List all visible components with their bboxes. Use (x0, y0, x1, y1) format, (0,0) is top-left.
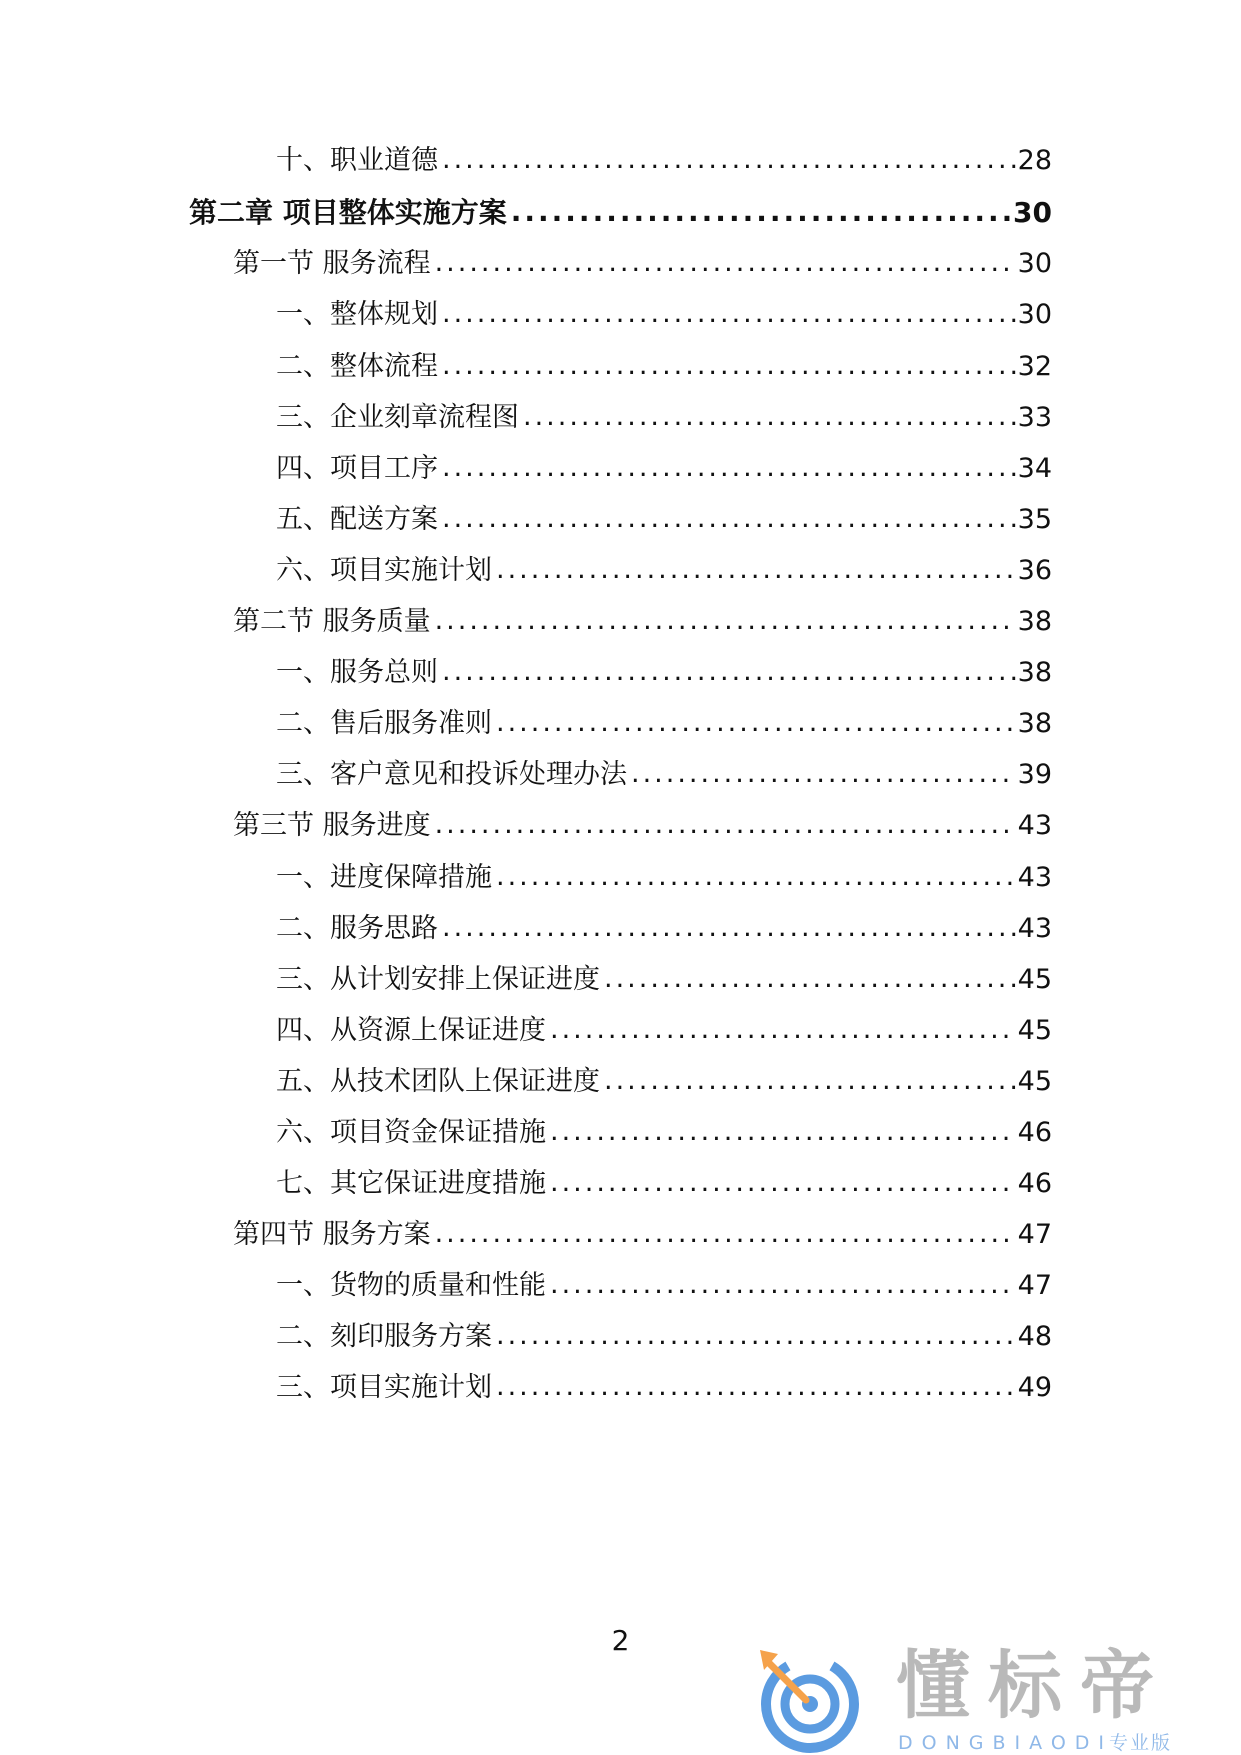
watermark (748, 1644, 1228, 1754)
toc-entry[interactable] (276, 1368, 1052, 1408)
toc-entry-title: 二、服务思路 (276, 913, 438, 944)
toc-entry-title: 三、项目实施计划 (276, 1372, 492, 1403)
toc-entry-page: 49 (1017, 1372, 1052, 1403)
toc-entry[interactable] (276, 755, 1052, 795)
toc-dot-leader (604, 1061, 1016, 1101)
toc-entry-page: 30 (1013, 196, 1052, 229)
toc-entry-title: 二、整体流程 (276, 351, 438, 382)
toc-entry-section[interactable] (233, 1215, 1052, 1255)
toc-dot-leader (442, 140, 1016, 180)
toc-entry-title: 一、进度保障措施 (276, 862, 492, 893)
toc-entry[interactable] (276, 704, 1052, 744)
toc-entry-page: 36 (1017, 555, 1052, 586)
toc-entry-title: 四、从资源上保证进度 (276, 1015, 546, 1046)
toc-dot-leader (442, 294, 1016, 334)
toc-entry-page: 47 (1017, 1270, 1052, 1301)
toc-entry[interactable] (276, 653, 1052, 693)
toc-entry[interactable] (276, 398, 1052, 438)
toc-entry-page: 45 (1017, 1066, 1052, 1097)
toc-entry[interactable] (276, 449, 1052, 489)
toc-entry-title: 五、配送方案 (276, 504, 438, 535)
toc-dot-leader (442, 448, 1016, 488)
toc-entry[interactable] (276, 960, 1052, 1000)
toc-dot-leader (442, 499, 1016, 539)
toc-entry-title: 六、项目资金保证措施 (276, 1117, 546, 1148)
toc-entry-page: 35 (1017, 504, 1052, 535)
toc-entry-page: 45 (1017, 1015, 1052, 1046)
toc-entry-page: 30 (1017, 299, 1052, 330)
toc-entry[interactable] (276, 909, 1052, 949)
toc-entry-page: 30 (1017, 248, 1052, 279)
toc-entry[interactable] (276, 347, 1052, 387)
toc-dot-leader (496, 703, 1016, 743)
toc-dot-leader (550, 1265, 1016, 1305)
toc-dot-leader (604, 959, 1016, 999)
toc-entry[interactable] (276, 1164, 1052, 1204)
target-logo-icon (748, 1646, 866, 1754)
toc-entry-page: 43 (1017, 862, 1052, 893)
toc-dot-leader (442, 346, 1016, 386)
toc-entry-page: 46 (1017, 1117, 1052, 1148)
toc-entry-title: 三、企业刻章流程图 (276, 402, 519, 433)
toc-entry-page: 34 (1017, 453, 1052, 484)
toc-entry[interactable] (276, 500, 1052, 540)
toc-entry-title: 二、刻印服务方案 (276, 1321, 492, 1352)
watermark-brand: 懂标帝 (896, 1643, 1172, 1729)
toc-entry-page: 47 (1017, 1219, 1052, 1250)
toc-entry-title: 四、项目工序 (276, 453, 438, 484)
toc-entry-chapter[interactable] (189, 193, 1052, 233)
toc-entry-page: 33 (1017, 402, 1052, 433)
toc-entry-page: 28 (1017, 145, 1052, 176)
toc-entry[interactable] (276, 858, 1052, 898)
toc-dot-leader (435, 1214, 1016, 1254)
toc-entry[interactable] (276, 551, 1052, 591)
toc-entry-title: 第四节 服务方案 (233, 1219, 431, 1250)
toc-entry-title: 一、货物的质量和性能 (276, 1270, 546, 1301)
toc-entry-section[interactable] (233, 602, 1052, 642)
watermark-subtitle (898, 1728, 1172, 1755)
toc-dot-leader (435, 601, 1016, 641)
toc-dot-leader (496, 857, 1016, 897)
toc-entry-title: 七、其它保证进度措施 (276, 1168, 546, 1199)
toc-entry-title: 第二节 服务质量 (233, 606, 431, 637)
toc-entry-title: 五、从技术团队上保证进度 (276, 1066, 600, 1097)
toc-entry-page: 32 (1017, 351, 1052, 382)
toc-entry-title: 三、客户意见和投诉处理办法 (276, 759, 627, 790)
toc-entry-title: 一、服务总则 (276, 657, 438, 688)
toc-entry[interactable] (276, 1266, 1052, 1306)
toc-dot-leader (435, 243, 1016, 283)
toc-entry-title: 第二章 项目整体实施方案 (189, 196, 507, 229)
toc-entry-section[interactable] (233, 806, 1052, 846)
toc-dot-leader (435, 805, 1016, 845)
toc-entry[interactable] (276, 295, 1052, 335)
toc-entry-page: 45 (1017, 964, 1052, 995)
toc-entry-title: 第一节 服务流程 (233, 248, 431, 279)
toc-entry-title: 二、售后服务准则 (276, 708, 492, 739)
toc-dot-leader (523, 397, 1016, 437)
toc-dot-leader (442, 908, 1016, 948)
toc-entry[interactable] (276, 1317, 1052, 1357)
toc-entry-section[interactable] (233, 244, 1052, 284)
toc-entry-title: 三、从计划安排上保证进度 (276, 964, 600, 995)
toc-entry[interactable] (276, 1113, 1052, 1153)
watermark-edition: 专业版 (1109, 1732, 1173, 1754)
toc-dot-leader (442, 652, 1016, 692)
toc-entry-title: 第三节 服务进度 (233, 810, 431, 841)
toc-entry-page: 43 (1017, 913, 1052, 944)
toc-entry-page: 46 (1017, 1168, 1052, 1199)
toc-dot-leader (550, 1010, 1016, 1050)
toc-dot-leader (550, 1163, 1016, 1203)
toc-entry-page: 38 (1017, 606, 1052, 637)
toc-entry-title: 一、整体规划 (276, 299, 438, 330)
toc-entry-page: 38 (1017, 708, 1052, 739)
watermark-latin: DONGBIAODI (898, 1732, 1114, 1754)
toc-entry[interactable] (276, 1062, 1052, 1102)
toc-entry-page: 39 (1017, 759, 1052, 790)
toc-dot-leader (496, 1367, 1016, 1407)
toc-dot-leader (631, 754, 1016, 794)
toc-dot-leader (496, 1316, 1016, 1356)
toc-entry[interactable] (276, 1011, 1052, 1051)
toc-entry[interactable] (276, 141, 1052, 181)
toc-dot-leader (550, 1112, 1016, 1152)
toc-entry-page: 38 (1017, 657, 1052, 688)
toc-entry-title: 六、项目实施计划 (276, 555, 492, 586)
toc-entry-page: 43 (1017, 810, 1052, 841)
toc-dot-leader (496, 550, 1016, 590)
toc-entry-title: 十、职业道德 (276, 145, 438, 176)
toc-entry-page: 48 (1017, 1321, 1052, 1352)
page-number: 2 (611, 1624, 630, 1657)
toc-dot-leader (511, 192, 1011, 232)
